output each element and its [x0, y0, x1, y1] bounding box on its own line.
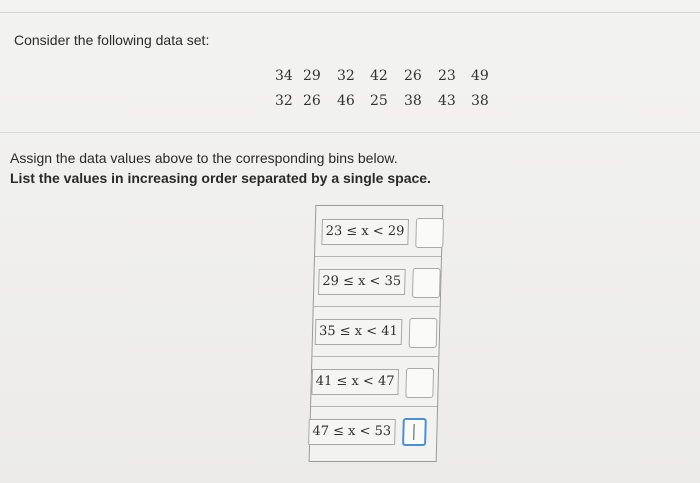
data-value: 38	[471, 93, 489, 109]
data-value: 38	[404, 93, 422, 109]
bin-label: 23 ≤ x < 29	[321, 219, 408, 245]
data-value: 32	[337, 68, 355, 84]
bin-row	[314, 256, 441, 307]
data-value: 29	[303, 68, 321, 84]
data-value: 26	[303, 93, 321, 109]
bin-answer-input-active[interactable]	[402, 418, 427, 446]
data-value: 26	[404, 68, 422, 84]
bin-label: 35 ≤ x < 41	[315, 319, 402, 345]
data-value: 34	[275, 68, 293, 84]
data-value: 46	[337, 93, 355, 109]
instruction-bold-text: List the values in increasing order separated by a single space.	[10, 170, 431, 186]
bin-answer-input[interactable]	[415, 218, 444, 248]
bin-row	[310, 406, 437, 456]
data-value: 43	[438, 93, 456, 109]
data-value: 25	[370, 93, 388, 109]
data-value: 42	[370, 68, 388, 84]
bin-label: 29 ≤ x < 35	[318, 269, 405, 295]
text-cursor	[413, 424, 414, 440]
bin-answer-input[interactable]	[405, 368, 434, 398]
data-value: 32	[275, 93, 293, 109]
bin-label: 47 ≤ x < 53	[308, 419, 395, 445]
bin-label: 41 ≤ x < 47	[311, 369, 398, 395]
bin-answer-input[interactable]	[409, 318, 438, 348]
instruction-text: Assign the data values above to the corresponding bins below.	[10, 150, 398, 166]
question-intro: Consider the following data set:	[14, 32, 210, 48]
data-value: 49	[471, 68, 489, 84]
data-row-1	[275, 68, 501, 84]
section-divider	[0, 132, 700, 133]
data-row-2	[275, 93, 501, 109]
bin-answer-input[interactable]	[412, 268, 441, 298]
bin-row	[311, 356, 438, 407]
bin-row	[315, 206, 442, 257]
bin-row	[312, 306, 439, 357]
bins-table	[309, 205, 444, 462]
data-value: 23	[438, 68, 456, 84]
